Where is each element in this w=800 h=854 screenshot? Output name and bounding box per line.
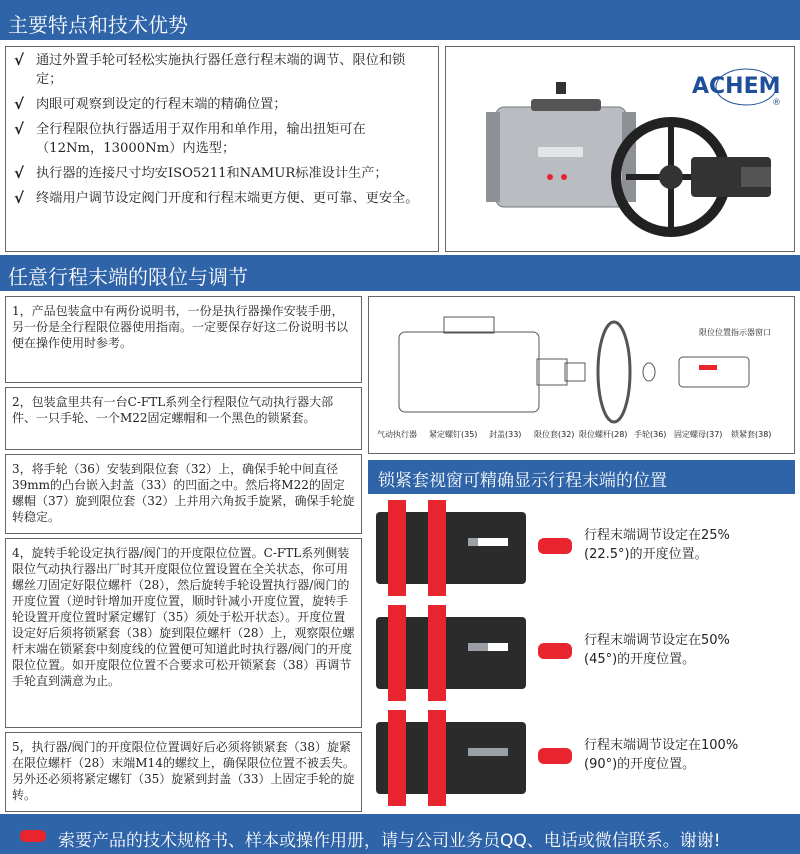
lock-sleeve-icon: [368, 710, 578, 806]
instruction-steps: [5, 296, 362, 816]
lock-sleeve-icon: [368, 500, 578, 596]
footer-text: 索要产品的技术规格书、样本或操作用册，请与公司业务员QQ、电话或微信联系。谢谢!: [58, 831, 721, 851]
step-5: 5，执行器/阀门的开度限位位置调好后必须将锁紧套（38）旋紧在限位螺杆（28）末端M14的螺纹上，确保限位位置不被丢失。另外还必须将紧定螺钉（35）旋紧到封盖（33）上固定手轮的旋转。: [5, 732, 362, 812]
pointing-hand-icon: [18, 826, 48, 851]
label-nut37: 固定螺母(37): [674, 430, 723, 439]
view-title: 锁紧套视窗可精确显示行程末端的位置: [368, 460, 795, 494]
registered-mark: ®: [772, 98, 781, 108]
label-window: 限位位置指示器窗口: [699, 328, 771, 337]
position-25: [368, 500, 795, 596]
check-icon: √: [14, 164, 25, 182]
step-4: 4，旋转手轮设定执行器/阀门的开度限位位置。C-FTL系列侧装限位气动执行器出厂时其开度限位位置设置在全关状态，你可用螺丝刀固定好限位螺杆（28），然后旋转手轮设置执行器/阀门的开度位置（逆时针增加开度位置，顺时针减小开度位置，旋转手轮设置开度位置时紧定螺钉（35）须处于松开状态）。开度位置设定好后须将锁紧套（38）旋到限位螺杆（28）上，观察限位螺杆末端在锁紧套中刻度线的位置便可知道此时执行器/阀门的开度限位位置。如开度限位位置不合要求可松开锁紧套（38）再调节手轮直到满意为止。: [5, 538, 362, 728]
label-actuator: 气动执行器: [377, 430, 417, 439]
position-caption: 行程末端调节设定在25% (22.5°)的开度位置。: [584, 528, 730, 562]
section-title: 主要特点和技术优势: [8, 13, 188, 37]
label-cap33: 封盖(33): [489, 430, 522, 439]
check-icon: √: [14, 189, 25, 207]
footer-bar: [0, 814, 800, 854]
position-caption: 行程末端调节设定在50% (45°)的开度位置。: [584, 633, 730, 667]
list-item: √ 全行程限位执行器适用于双作用和单作用，输出扭矩可在（12Nm，13000Nm）内选型；: [14, 120, 366, 156]
actuator-illustration: [446, 47, 794, 251]
position-100: [368, 710, 795, 806]
position-caption: 行程末端调节设定在100% (90°)的开度位置。: [584, 738, 739, 772]
product-image: [445, 46, 795, 252]
step-3: 3，将手轮（36）安装到限位套（32）上，确保手轮中间直径39mm的凸台嵌入封盖（33）的凹面之中。然后将M22的固定螺帽（37）旋到限位套（32）上并用六角扳手旋紧，确保手轮旋转稳定。: [5, 454, 362, 534]
list-item: √ 执行器的连接尺寸均安ISO5211和NAMUR标准设计生产；: [14, 164, 388, 182]
section-header-features: [0, 0, 800, 40]
pointing-hand-icon: [538, 538, 572, 554]
section-title: 任意行程末端的限位与调节: [8, 265, 248, 289]
label-sleeve32: 限位套(32): [534, 430, 575, 439]
step-1: 1，产品包装盒中有两份说明书，一份是执行器操作安装手册，另一份是全行程限位器使用指南。一定要保存好这二份说明书以便在操作使用时参考。: [5, 296, 362, 383]
list-item: √ 终端用户调节设定阀门开度和行程末端更方便、更可靠、更安全。: [14, 189, 419, 207]
exploded-diagram: [368, 296, 795, 454]
list-item: √ 肉眼可观察到设定的行程末端的精确位置；: [14, 95, 287, 113]
step-2: 2，包装盒里共有一台C-FTL系列全行程限位气动执行器大部件、一只手轮、一个M22固定螺帽和一个黑色的锁紧套。: [5, 387, 362, 450]
list-item: √ 通过外置手轮可轻松实施执行器任意行程末端的调节、限位和锁定；: [14, 51, 406, 87]
label-screw35: 紧定螺钉(35): [429, 430, 478, 439]
brand-logo: [692, 69, 781, 108]
diagram-svg: [369, 297, 794, 453]
position-50: [368, 605, 795, 701]
pointing-hand-icon: [538, 643, 572, 659]
section-header-adjustment: [0, 255, 800, 291]
pointing-hand-icon: [538, 748, 572, 764]
label-wheel36: 手轮(36): [634, 430, 667, 439]
check-icon: √: [14, 95, 25, 113]
check-icon: √: [14, 120, 25, 138]
label-lock38: 锁紧套(38): [731, 430, 772, 439]
check-icon: √: [14, 51, 25, 69]
features-list: [5, 46, 439, 252]
label-rod28: 限位螺杆(28): [579, 430, 628, 439]
lock-sleeve-icon: [368, 605, 578, 701]
logo-text: ACHEM: [692, 74, 781, 99]
